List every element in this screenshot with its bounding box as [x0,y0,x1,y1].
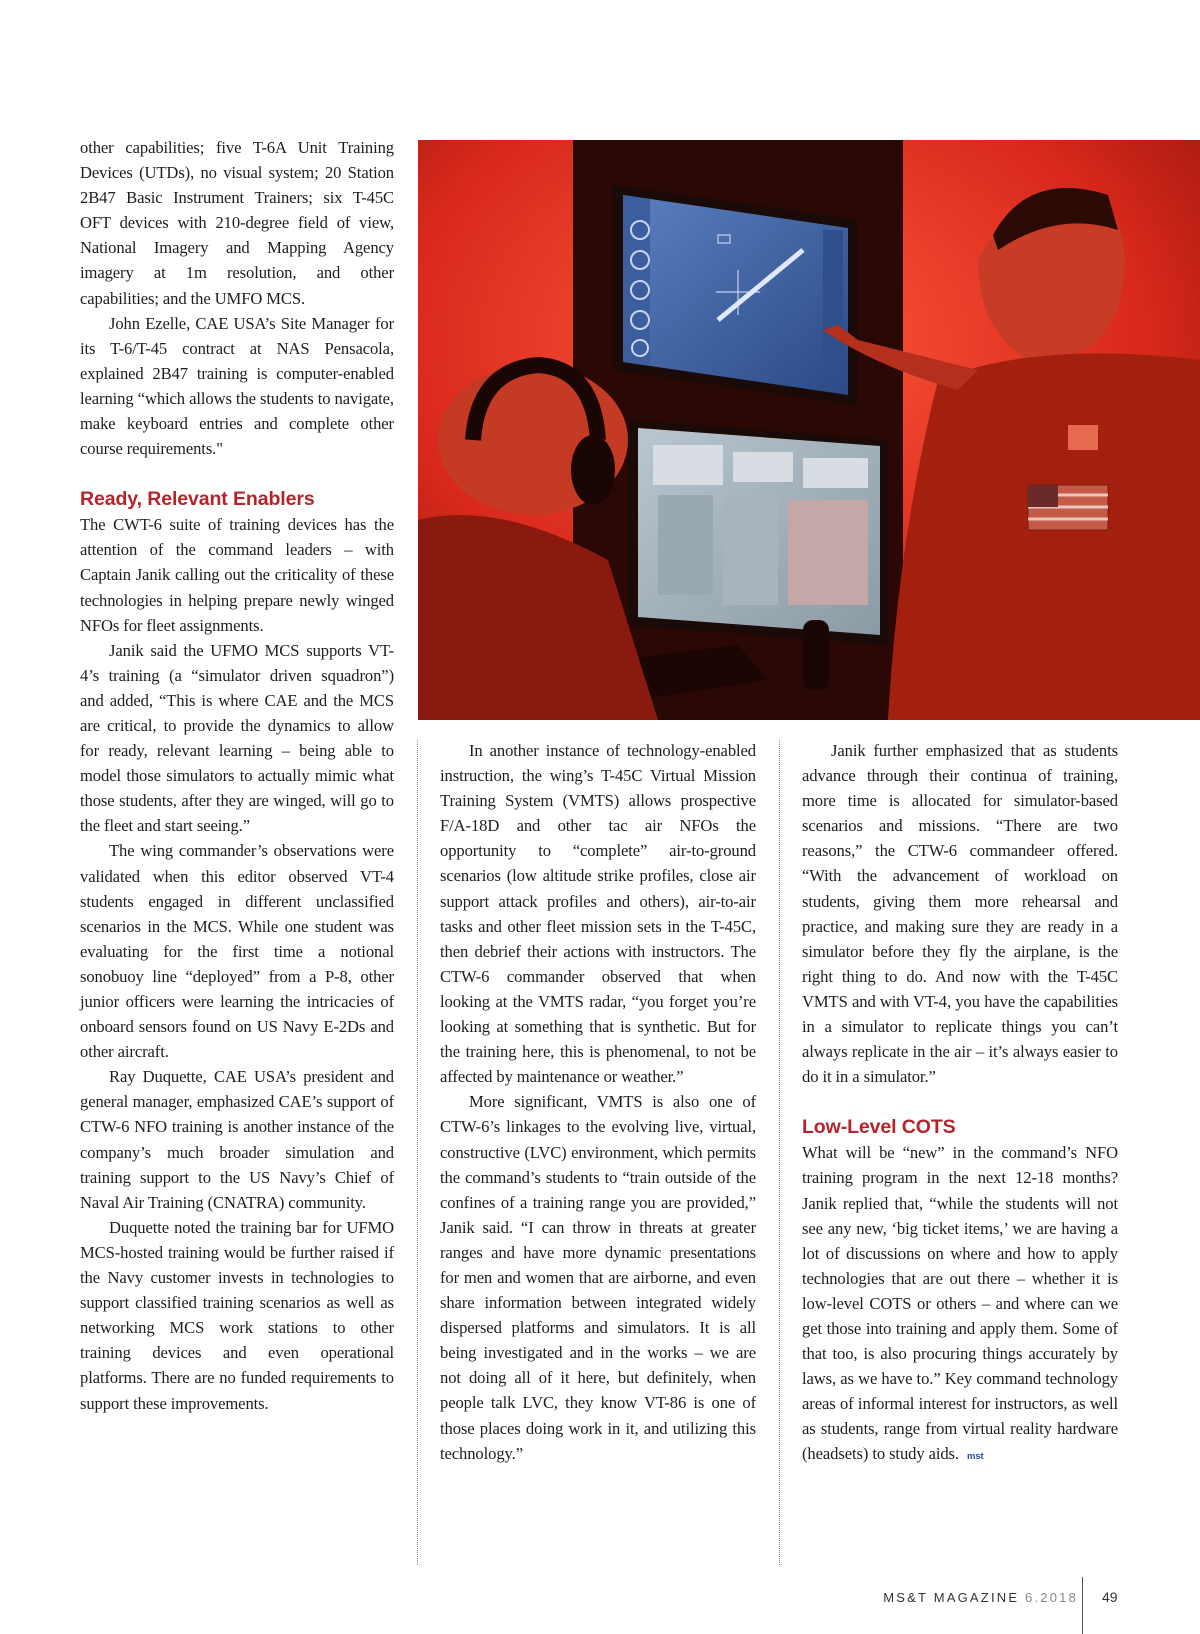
column-2 [440,738,756,1466]
paragraph: The wing commander’s observations were validated when this editor observed VT-4 students engaged in different unclassified scenarios in the MCS. While one student was evaluating for the first time a notional sonobuoy line “deployed” from a P-8, other junior officers were learning the intricacies of onboard sensors found on US Navy E-2Ds and other aircraft. [80,841,394,1062]
paragraph: More significant, VMTS is also one of CTW-6’s linkages to the evolving live, virtual, constructive (LVC) environment, which permits the command’s students to “train outside of the confines of a training range you are provided,” Janik said. “I can throw in threats at greater ranges and have more dynamic presentations for men and women that are airborne, and even share information between integrated widely dispersed platforms and simulators. It is all being investigated and in the works – we are not doing all of it here, but definitely, when people talk LVC, they know VT-86 is one of those places doing work in it, and utilizing this technology.” [440,1092,756,1463]
paragraph: In another instance of technology-enabled instruction, the wing’s T-45C Virtual Mission Training System (VMTS) allows prospective F/A-18D and other tac air NFOs the opportunity to “complete” air-to-ground scenarios (low altitude strike profiles, close air support attack profiles and others), air-to-air tasks and other fleet mission sets in the T-45C, then debrief their actions with instructors. The CTW-6 commander observed that when looking at the VMTS radar, “you forget you’re looking at something that is synthetic. But for the training here, this is phenomenal, to not be affected by maintenance or weather.” [440,741,756,1087]
column-1 [80,135,394,1416]
magazine-name: MS&T MAGAZINE [883,1590,1020,1605]
section-heading: Low-Level COTS [802,1116,956,1139]
column-3 [802,738,1118,1470]
paragraph: The CWT-6 suite of training devices has the attention of the command leaders – with Captain Janik calling out the criticality of these technologies in helping prepare newly winged NFOs for fleet assignments. [80,515,394,635]
end-mark: mst [966,1451,984,1463]
simulator-photo-illustration [418,140,1200,720]
column-divider [417,740,418,1565]
paragraph: Duquette noted the training bar for UFMO MCS-hosted training would be further raised if the Navy customer invests in technologies to support classified training scenarios as well as networking MCS work stations to other training devices and even operational platforms. There are no funded requirements to support these improvements. [80,1217,394,1413]
paragraph-text: What will be “new” in the command’s NFO training program in the next 12-18 months? Janik replied that, “while the students will not see any new, ‘big ticket items,’ we are having a lot of discussions on where and how to apply technologies that are out there – whether it is low-level COTS or others – and where can we get those into training and apply them. Some of that too, is also procuring things accurately by laws, as we have to.” Key command technology areas of informal interest for instructors, as well as students, range from virtual reality hardware (headsets) to study aids. [802,1143,1118,1464]
radar-display [623,195,848,395]
paragraph: other capabilities; five T-6A Unit Training Devices (UTDs), no visual system; 20 Station 2B47 Basic Instrument Trainers; six T-45C OFT devices with 210-degree field of view, National Imagery and Mapping Agency imagery at 1m resolution, and other capabilities; and the UMFO MCS. [80,138,394,308]
paragraph: John Ezelle, CAE USA’s Site Manager for its T-6/T-45 contract at NAS Pensacola, explained 2B47 training is computer-enabled learning “which allows the students to navigate, make keyboard entries and complete other course requirements." [80,313,394,459]
paragraph: Janik said the UFMO MCS supports VT-4’s training (a “simulator driven squadron”) and added, “This is where CAE and the MCS are critical, to provide the dynamics to allow for ready, relevant learning – being able to model those simulators to actually mimic what those students, after they are winged, will go to the fleet and start seeing.” [80,640,394,836]
issue-date: 6.2018 [1025,1590,1078,1605]
section-heading: Ready, Relevant Enablers [80,488,315,511]
column-divider [779,740,780,1565]
footer-magazine [883,1590,1078,1605]
footer-divider [1082,1577,1083,1634]
page-number: 49 [1102,1589,1118,1605]
paragraph: Ray Duquette, CAE USA’s president and general manager, emphasized CAE’s support of CTW-6 NFO training is another instance of the company’s much broader simulation and training support to the US Navy’s Chief of Naval Air Training (CNATRA) community. [80,1067,394,1212]
paragraph: Janik further emphasized that as students advance through their continua of training, more time is allocated for simulator-based scenarios and missions. “There are two reasons,” the CTW-6 commandeer offered. “With the advancement of workload on students, giving them more rehearsal and practice, and making sure they are ready in a simulator before they fly the airplane, is the right thing to do. And now with the T-45C VMTS and with VT-4, you have the capabilities in a simulator to replicate things you can’t always replicate in the air – it’s always easier to do it in a simulator.” [802,741,1118,1087]
article-photo [418,140,1200,720]
paragraph [802,1140,1118,1469]
instructor-body [888,353,1200,720]
joystick [803,620,829,690]
